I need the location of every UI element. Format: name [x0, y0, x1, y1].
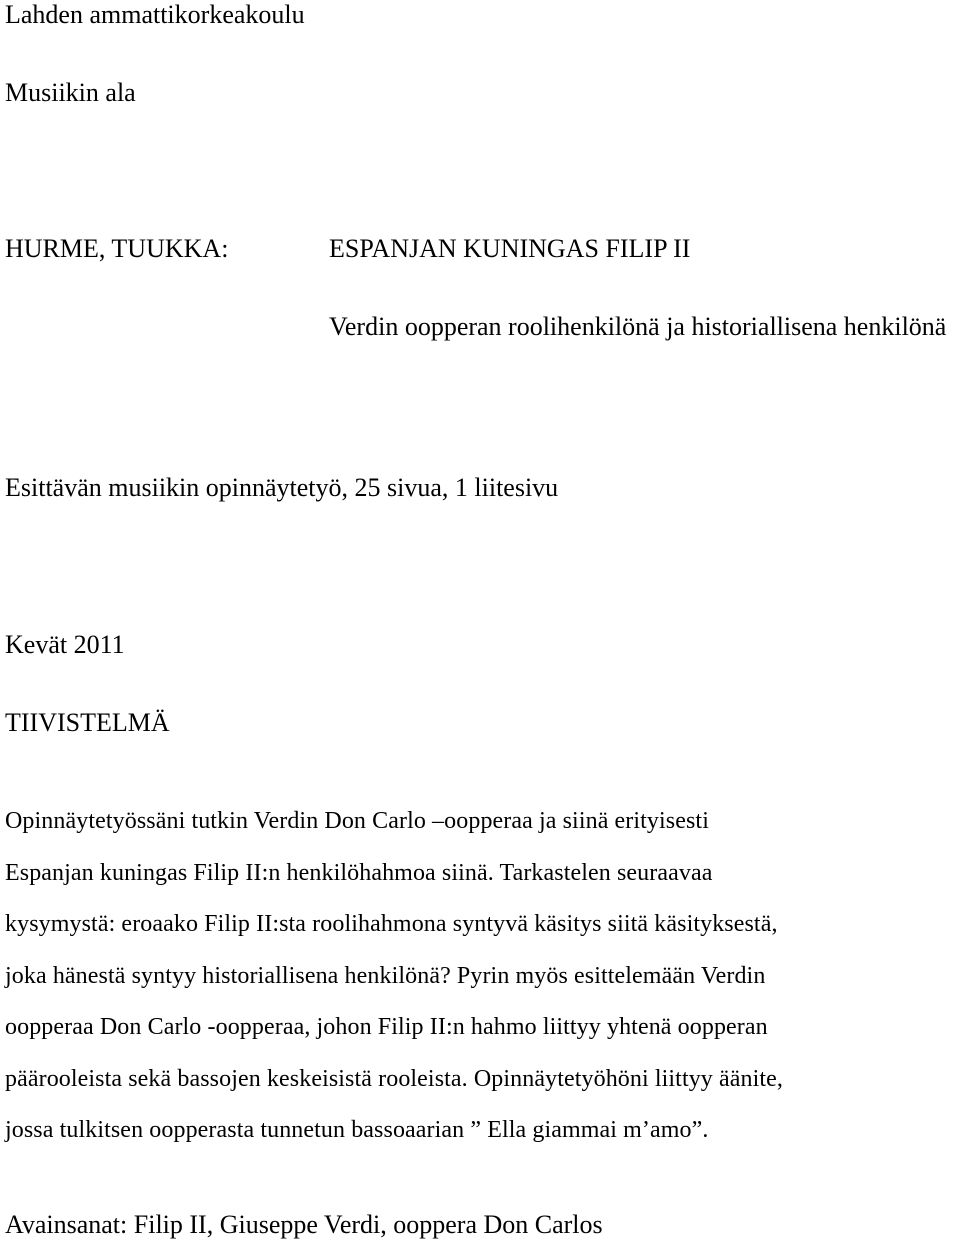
thesis-subtitle: Verdin oopperan roolihenkilönä ja historiallisena henkilönä: [329, 312, 947, 341]
thesis-info: Esittävän musiikin opinnäytetyö, 25 sivua, 1 liitesivu: [5, 473, 559, 502]
department-name: Musiikin ala: [5, 78, 136, 107]
abstract-line: Espanjan kuningas Filip II:n henkilöhahmoa siinä. Tarkastelen seuraavaa: [5, 859, 713, 886]
abstract-line: jossa tulkitsen oopperasta tunnetun bassoaarian ” Ella giammai m’amo”.: [5, 1117, 709, 1143]
abstract-line: päärooleista sekä bassojen keskeisistä rooleista. Opinnäytetyöhöni liittyy äänite,: [5, 1065, 784, 1092]
abstract-line: oopperaa Don Carlo -oopperaa, johon Filip II:n hahmo liittyy yhtenä oopperan: [5, 1014, 768, 1040]
abstract-line: Opinnäytetyössäni tutkin Verdin Don Carlo –oopperaa ja siinä erityisesti: [5, 808, 709, 834]
abstract-line: joka hänestä syntyy historiallisena henkilönä? Pyrin myös esittelemään Verdin: [5, 962, 766, 989]
abstract-heading: TIIVISTELMÄ: [5, 708, 170, 737]
abstract-body: [5, 796, 955, 1157]
thesis-date: Kevät 2011: [5, 630, 125, 659]
author-name: HURME, TUUKKA:: [5, 234, 229, 263]
abstract-line: kysymystä: eroaako Filip II:sta roolihahmona syntyvä käsitys siitä käsityksestä,: [5, 911, 778, 937]
thesis-title: ESPANJAN KUNINGAS FILIP II: [329, 234, 691, 263]
institution-name: Lahden ammattikorkeakoulu: [5, 0, 305, 29]
keywords: Avainsanat: Filip II, Giuseppe Verdi, ooppera Don Carlos: [5, 1210, 603, 1239]
